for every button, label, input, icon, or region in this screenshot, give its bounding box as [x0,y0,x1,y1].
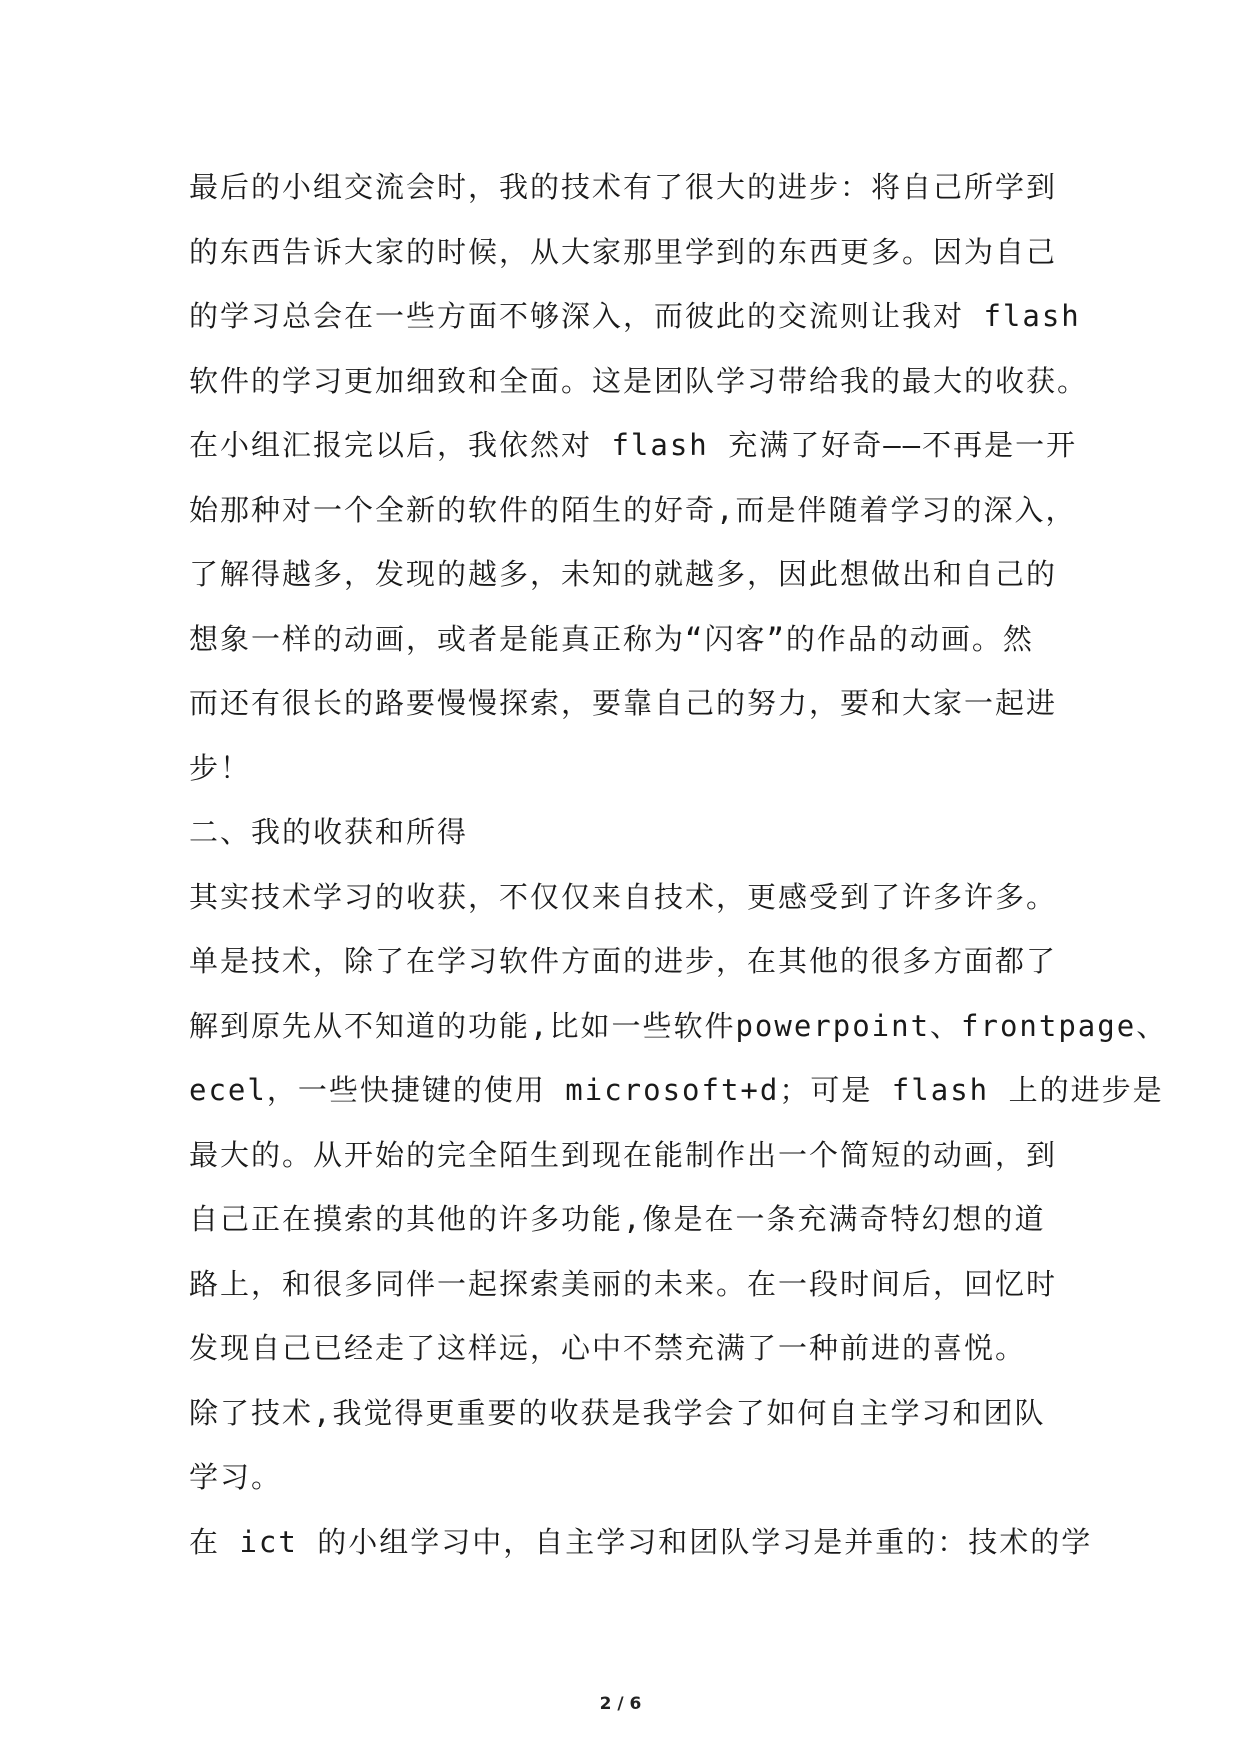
text-line: 发现自己已经走了这样远，心中不禁充满了一种前进的喜悦。 [189,1331,1027,1365]
text-line: 想象一样的动画，或者是能真正称为“闪客”的作品的动画。然 [189,621,1034,656]
text-line: 最后的小组交流会时，我的技术有了很大的进步：将自己所学到 [189,170,1058,204]
text-line: 而还有很长的路要慢慢探索，要靠自己的努力，要和大家一起进 [189,686,1058,720]
text-line: 的学习总会在一些方面不够深入，而彼此的交流则让我对 flash [189,299,1081,333]
text-line: 自己正在摸索的其他的许多功能,像是在一条充满奇特幻想的道 [189,1202,1046,1236]
text-line: 单是技术，除了在学习软件方面的进步，在其他的很多方面都了 [189,944,1058,978]
text-line: 路上，和很多同伴一起探索美丽的未来。在一段时间后，回忆时 [189,1266,1058,1301]
text-line: 始那种对一个全新的软件的陌生的好奇,而是伴随着学习的深入， [189,492,1077,527]
text-line: 的东西告诉大家的时候，从大家那里学到的东西更多。因为自己 [189,234,1058,269]
text-line: 步！ [189,750,252,785]
body-text [189,155,1168,1574]
section-heading: 二、我的收获和所得 [189,815,469,849]
text-line: 除了技术,我觉得更重要的收获是我学会了如何自主学习和团队 [189,1395,1046,1430]
text-line: 在 ict 的小组学习中，自主学习和团队学习是并重的：技术的学 [189,1524,1093,1559]
text-line: 软件的学习更加细致和全面。这是团队学习带给我的最大的收获。 [189,363,1089,398]
text-line: 在小组汇报完以后，我依然对 flash 充满了好奇——不再是一开 [189,428,1078,462]
text-line: 学习。 [189,1460,283,1494]
text-line: ecel，一些快捷键的使用 microsoft+d；可是 flash 上的进步是 [189,1073,1164,1107]
page-number: 2 / 6 [599,1694,642,1714]
text-line: 其实技术学习的收获，不仅仅来自技术，更感受到了许多许多。 [189,879,1058,914]
text-line: 了解得越多，发现的越多，未知的就越多，因此想做出和自己的 [189,557,1058,591]
text-line: 最大的。从开始的完全陌生到现在能制作出一个简短的动画，到 [189,1137,1058,1172]
text-line: 解到原先从不知道的功能,比如一些软件powerpoint、frontpage、 [189,1008,1168,1043]
